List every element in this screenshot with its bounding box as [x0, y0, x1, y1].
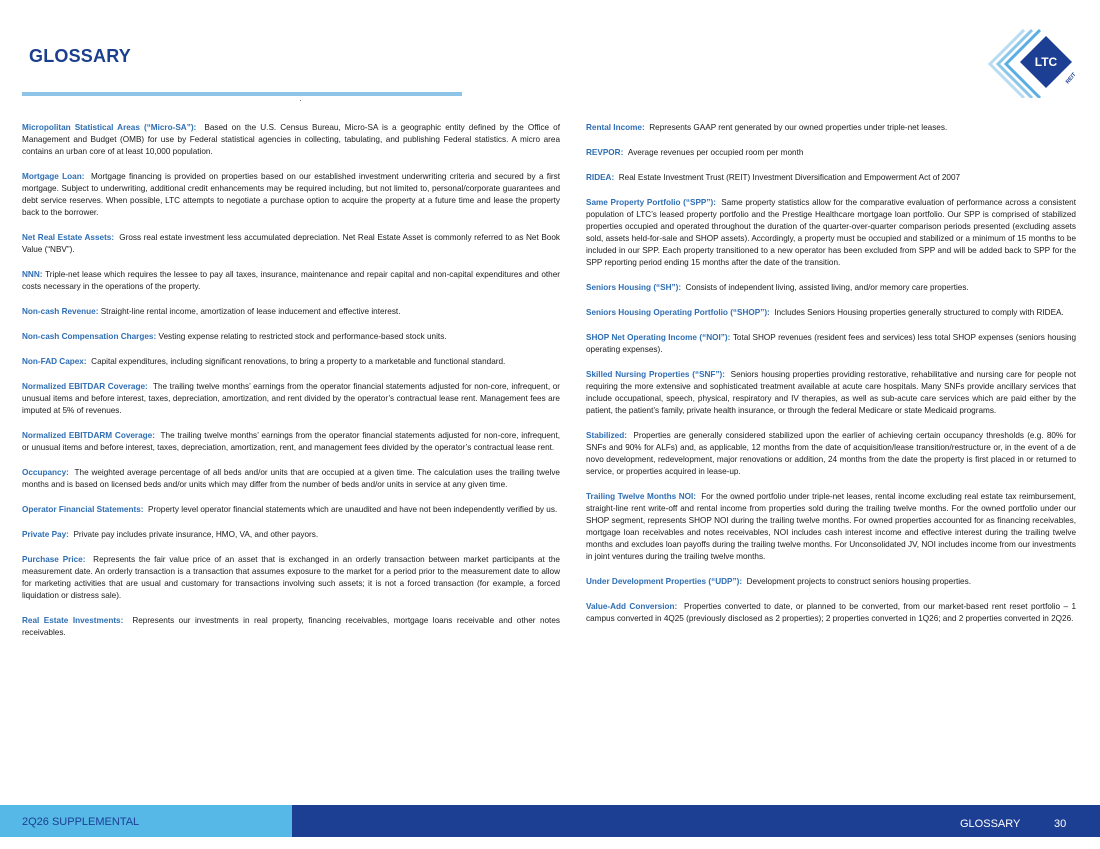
- glossary-definition: Includes Seniors Housing properties generally structured to comply with RIDEA.: [774, 308, 1064, 317]
- glossary-definition: Real Estate Investment Trust (REIT) Investment Diversification and Empowerment Act of 2007: [618, 173, 961, 182]
- glossary-entry: [586, 282, 1076, 294]
- glossary-definition: Represents GAAP rent generated by our owned properties under triple-net leases.: [649, 123, 948, 132]
- glossary-entry: [22, 430, 560, 454]
- glossary-definition: The trailing twelve months’ earnings from the operator financial statements adjusted for non-core, infrequent, or unusual items and before interest, taxes, depreciation, amortization, and rent divided by the operator’s contractual lease rent. Management fees are imputed at 5% of revenues.: [22, 382, 560, 415]
- glossary-term: Skilled Nursing Properties (“SNF”):: [586, 370, 725, 379]
- glossary-term: NNN:: [22, 270, 43, 279]
- divider-dot: [300, 100, 301, 101]
- glossary-term: Seniors Housing (“SH”):: [586, 283, 682, 292]
- glossary-left-column: [22, 122, 560, 652]
- glossary-entry: [22, 504, 560, 516]
- glossary-definition: Properties are generally considered stabilized upon the earlier of achieving certain occupancy thresholds (e.g. 80% for SNFs and 90% for ALFs) and, as applicable, 12 months from the date of acquisition/lease transition/restructure or, in the event of a de novo development, redevelopment, major renovations or addition, 24 months from the date the property is first placed in or returned to service, or properties acquired in lease-up.: [586, 431, 1076, 476]
- glossary-definition: Consists of independent living, assisted living, and/or memory care properties.: [685, 283, 969, 292]
- glossary-entry: [22, 331, 560, 343]
- glossary-term: Value-Add Conversion:: [586, 602, 678, 611]
- glossary-term: Mortgage Loan:: [22, 172, 85, 181]
- glossary-definition: Gross real estate investment less accumulated depreciation. Net Real Estate Asset is commonly referred to as Net Book Value (“NBV”).: [22, 233, 560, 254]
- logo-subtext: REIT: [1064, 71, 1078, 86]
- glossary-entry: [586, 491, 1076, 563]
- glossary-term: Non-cash Revenue:: [22, 307, 99, 316]
- glossary-definition: Development projects to construct seniors housing properties.: [746, 577, 971, 586]
- glossary-entry: [586, 430, 1076, 478]
- glossary-right-column: [586, 122, 1076, 638]
- glossary-definition: Straight-line rental income, amortization of lease inducement and effective interest.: [100, 307, 401, 316]
- glossary-definition: The trailing twelve months’ earnings from the operator financial statements adjusted for non-core, infrequent, or unusual items and before interest, taxes, depreciation, amortization, rent, and management fees divided by the operator’s contractual lease rent.: [22, 431, 560, 452]
- glossary-entry: [22, 122, 560, 158]
- glossary-term: RIDEA:: [586, 173, 615, 182]
- ltc-reit-logo: [984, 22, 1080, 98]
- glossary-definition: Total SHOP revenues (resident fees and services) less total SHOP expenses (seniors housing operating expenses).: [586, 333, 1077, 354]
- glossary-term: Seniors Housing Operating Portfolio (“SHOP”):: [586, 308, 770, 317]
- glossary-definition: Properties converted to date, or planned to be converted, from our market-based rent reset portfolio – 1 campus converted in 4Q25 (previously disclosed as 2 properties); 2 properties converted in 1Q26; and 2 properties converted in 2Q26.: [586, 602, 1076, 623]
- page-number: 30: [1054, 818, 1067, 830]
- glossary-definition: Based on the U.S. Census Bureau, Micro-SA is a geographic entity defined by the Office of Management and Budget (OMB) for use by Federal statistical agencies in collecting, tabulating, and publishing Federal statistics. A micro area contains an urban core of at least 10,000 population.: [22, 123, 560, 156]
- glossary-term: Stabilized:: [586, 431, 627, 440]
- glossary-entry: [22, 306, 560, 318]
- glossary-definition: Private pay includes private insurance, HMO, VA, and other payors.: [73, 530, 319, 539]
- glossary-entry: [22, 232, 560, 256]
- glossary-definition: Vesting expense relating to restricted stock and performance-based stock units.: [158, 332, 447, 341]
- glossary-entry: [586, 147, 1076, 159]
- page-title: GLOSSARY: [29, 46, 131, 66]
- glossary-definition: Mortgage financing is provided on properties based on our established investment underwriting criteria and secured by a first mortgage. Subject to underwriting, additional credit enhancements may be required including, but not limited to, personal/corporate guarantees and debt service reserves. When possible, LTC attempts to negotiate a purchase option to acquire the property at a future time and lease the property back to the borrower.: [22, 172, 560, 217]
- glossary-term: Under Development Properties (“UDP”):: [586, 577, 743, 586]
- glossary-definition: Seniors housing properties providing restorative, rehabilitative and nursing care for people not requiring the more extensive and sophisticated treatment available at acute care hospitals. Many SNFs provide ancillary services that include occupational, speech, physical, respiratory and IV therapies, as well as sub-acute care services which are paid either by the patient, the patient’s family, private health insurance, or through the federal Medicare or state Medicaid programs.: [586, 370, 1077, 415]
- glossary-term: Purchase Price:: [22, 555, 86, 564]
- glossary-definition: Represents the fair value price of an asset that is exchanged in an orderly transaction between market participants at the measurement date. An orderly transaction is a transaction that assumes exposure to the market for a period prior to the measurement date to allow for marketing activities that are usual and customary for transactions involving such assets; it is not a forced transaction (for example, a forced liquidation or distress sale).: [22, 555, 560, 600]
- glossary-definition: The weighted average percentage of all beds and/or units that are occupied at a given time. The calculation uses the trailing twelve months and is based on licensed beds and/or units which may differ from the number of beds and/or units in service at any given time.: [22, 468, 560, 489]
- glossary-entry: [22, 381, 560, 417]
- glossary-entry: [586, 601, 1076, 625]
- glossary-entry: [22, 554, 560, 602]
- glossary-term: Operator Financial Statements:: [22, 505, 144, 514]
- glossary-term: Micropolitan Statistical Areas (“Micro-SA”):: [22, 123, 197, 132]
- glossary-term: Normalized EBITDARM Coverage:: [22, 431, 155, 440]
- glossary-term: REVPOR:: [586, 148, 624, 157]
- glossary-definition: Same property statistics allow for the comparative evaluation of performance across a consistent population of LTC’s leased property portfolio and the Prestige Healthcare mortgage loan portfolio. Our SPP is comprised of stabilized properties occupied and operated throughout the duration of the quarter-over-quarter comparison periods presented (excluding assets sold, assets held-for-sale and SHOP assets). Accordingly, a property must be occupied and stabilized or a minimum of 15 months to be included in our SPP. Each property transitioned to a new operator has been excluded from SPP and will be added back to SPP for the SPP reporting period ending 15 months after the date of the transition.: [586, 198, 1076, 267]
- glossary-entry: [586, 369, 1076, 417]
- glossary-term: Non-FAD Capex:: [22, 357, 87, 366]
- glossary-entry: [586, 307, 1076, 319]
- glossary-term: Same Property Portfolio (“SPP”):: [586, 198, 716, 207]
- glossary-entry: [22, 269, 560, 293]
- glossary-entry: [586, 197, 1076, 269]
- footer-section-label: GLOSSARY: [960, 818, 1021, 830]
- glossary-entry: [22, 615, 560, 639]
- glossary-definition: Average revenues per occupied room per month: [627, 148, 804, 157]
- title-underline: [22, 92, 462, 96]
- glossary-term: Real Estate Investments:: [22, 616, 124, 625]
- glossary-entry: [22, 356, 560, 368]
- glossary-term: Occupancy:: [22, 468, 69, 477]
- glossary-entry: [586, 332, 1076, 356]
- glossary-entry: [22, 467, 560, 491]
- glossary-definition: Represents our investments in real property, financing receivables, mortgage loans receivable and other notes receivables.: [22, 616, 560, 637]
- glossary-entry: [22, 529, 560, 541]
- glossary-entry: [586, 122, 1076, 134]
- glossary-definition: For the owned portfolio under triple-net leases, rental income excluding real estate tax reimbursement, straight-line rent write-off and rental income from properties sold during the trailing twelve months. For the owned portfolio under our SHOP segment, represents SHOP NOI during the trailing twelve months. For owned properties accounted for as financing receivables, mortgage loan receivables and notes receivables, NOI includes cash interest income and effective interest during the trailing twelve months and excludes loan payoffs during the trailing twelve months. For Unconsolidated JV, NOI includes income from our investments in joint ventures during the trailing twelve months.: [586, 492, 1076, 561]
- glossary-definition: Property level operator financial statements which are unaudited and have not been independently verified by us.: [148, 505, 558, 514]
- glossary-term: Private Pay:: [22, 530, 69, 539]
- footer-report-label: 2Q26 SUPPLEMENTAL: [22, 816, 140, 828]
- glossary-entry: [586, 172, 1076, 184]
- glossary-term: Net Real Estate Assets:: [22, 233, 115, 242]
- glossary-term: Normalized EBITDAR Coverage:: [22, 382, 148, 391]
- glossary-entry: [22, 171, 560, 219]
- glossary-definition: Capital expenditures, including significant renovations, to bring a property to a marketable and functional standard.: [91, 357, 506, 366]
- glossary-term: Non-cash Compensation Charges:: [22, 332, 157, 341]
- glossary-term: Trailing Twelve Months NOI:: [586, 492, 697, 501]
- logo-text: LTC: [1034, 55, 1058, 69]
- glossary-entry: [586, 576, 1076, 588]
- glossary-term: SHOP Net Operating Income (“NOI”):: [586, 333, 731, 342]
- glossary-term: Rental Income:: [586, 123, 645, 132]
- glossary-definition: Triple-net lease which requires the lessee to pay all taxes, insurance, maintenance and repair capital and non-capital expenditures and other costs necessary in the operations of the property.: [22, 270, 560, 291]
